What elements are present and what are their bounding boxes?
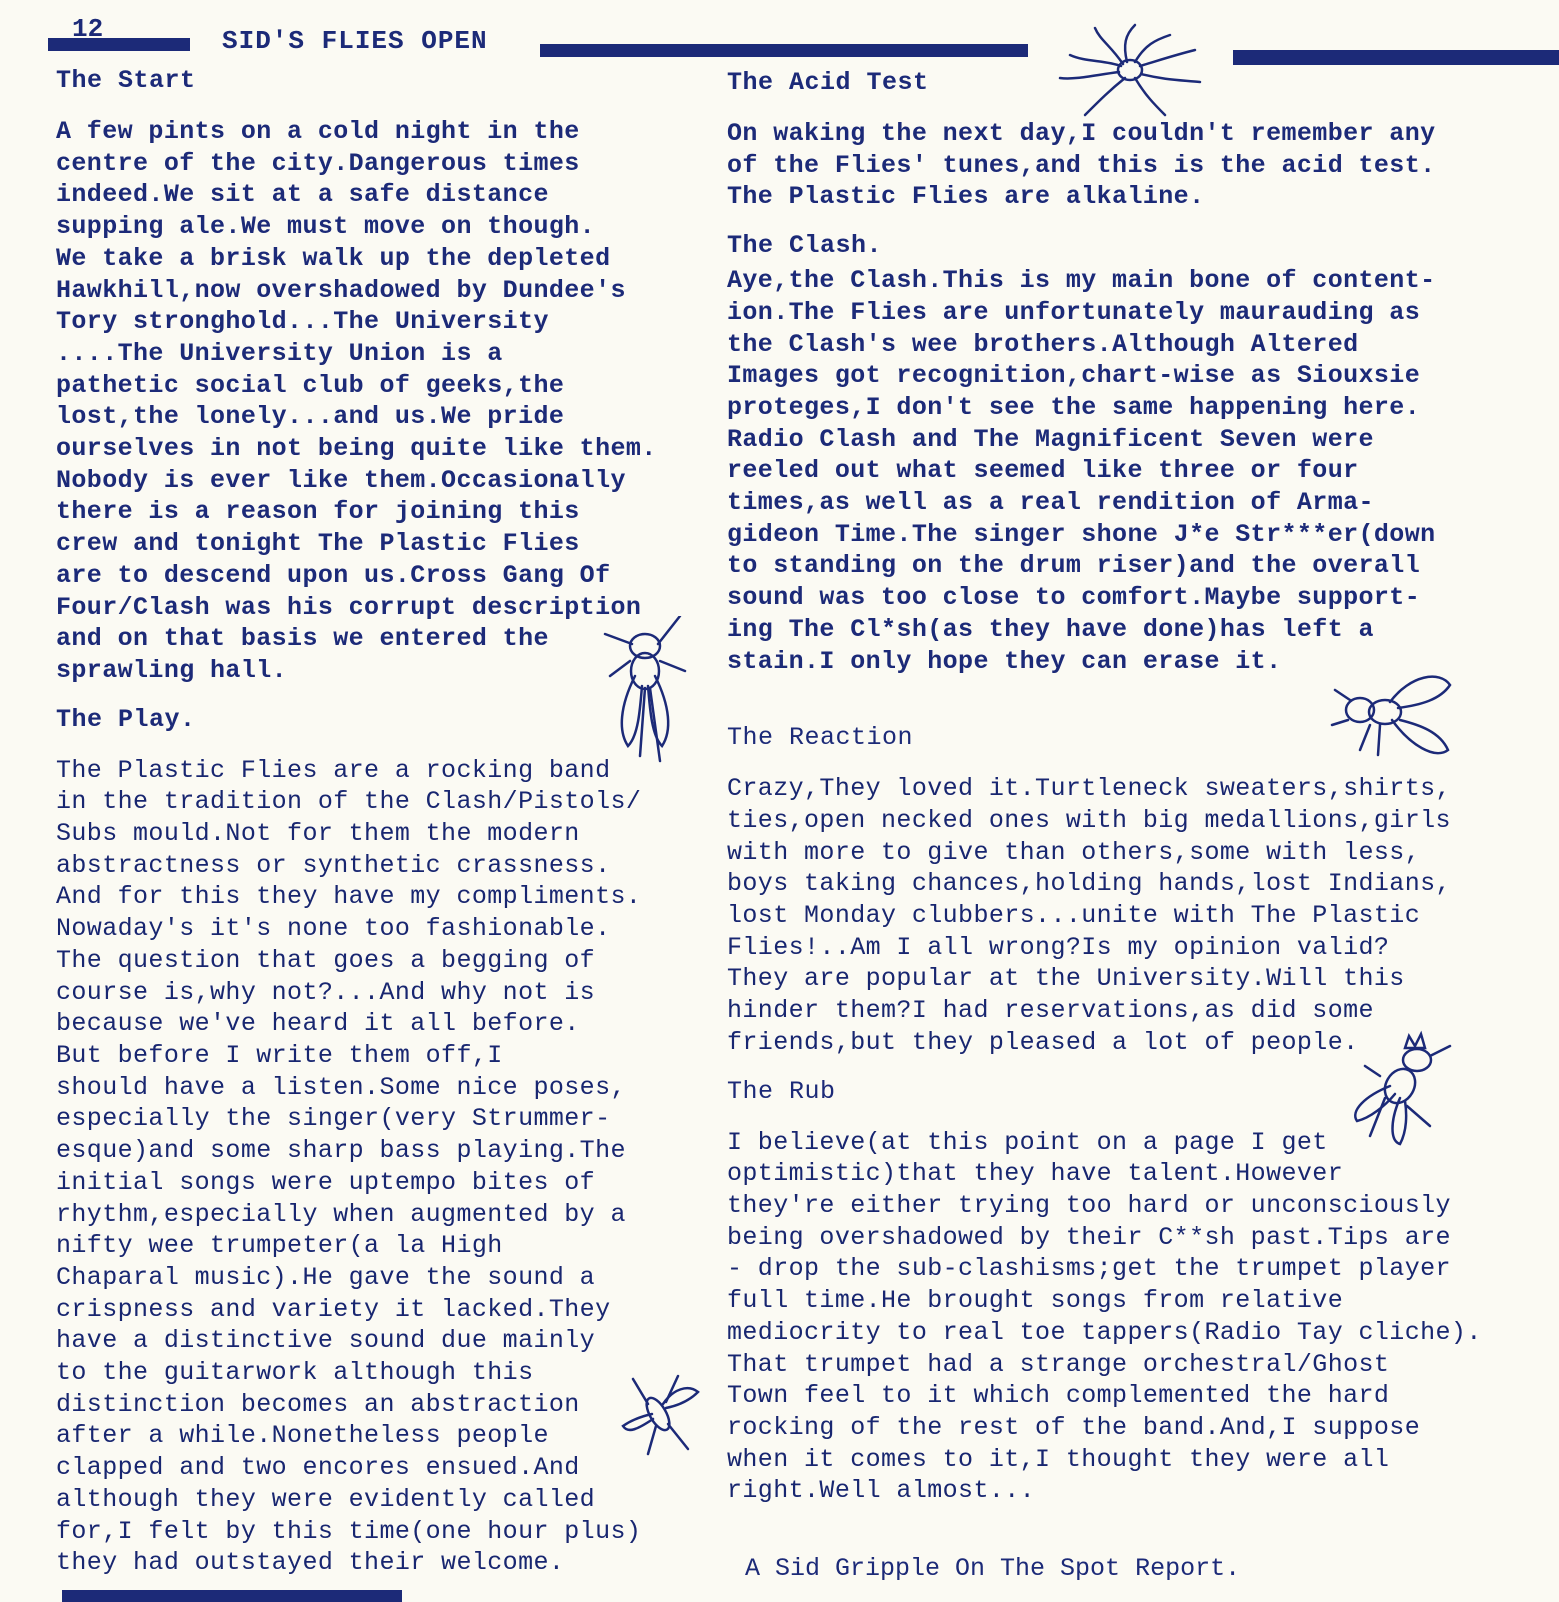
running-title: SID'S FLIES OPEN xyxy=(222,26,488,56)
header-rule-left xyxy=(48,38,190,51)
section-heading: The Rub xyxy=(727,1076,836,1106)
signoff: A Sid Gripple On The Spot Report. xyxy=(745,1554,1241,1583)
fly-icon xyxy=(1330,670,1460,765)
section-the-clash xyxy=(727,229,1527,677)
fly-icon xyxy=(600,616,695,766)
section-heading: The Reaction xyxy=(727,723,914,753)
section-the-start xyxy=(56,64,746,687)
section-heading: The Play. xyxy=(56,704,196,734)
section-the-reaction xyxy=(727,721,1527,1058)
section-heading: The Clash. xyxy=(727,231,883,261)
spider-icon xyxy=(1055,20,1205,120)
left-column xyxy=(56,64,746,1595)
page-number: 12 xyxy=(72,14,104,44)
section-body: Crazy,They loved it.Turtleneck sweaters,shirts, ties,open necked ones with big medallions,girls with more to give than others,some with less, boys taking chances,holding hands,lost Indians, lost Monday clubbers...unite with The Plastic Flies!..Am I all wrong?Is my opinion valid? They are popular at the University.Will this hinder them?I had reservations,as did some friends,but they pleased a lot of people. xyxy=(727,774,1451,1057)
header-rule-right xyxy=(1233,50,1559,65)
section-body: The Plastic Flies are a rocking band in the tradition of the Clash/Pistols/ Subs mould.Not for them the modern abstractness or synthetic crassness. And for this they have my compliments. Nowaday's it's none too fashionable. The question that goes a begging of course is,why not?...And why not is because we've heard it all before. But before I write them off,I should have a listen.Some nice poses, especially the singer(very Strummer- esque)and some sharp bass playing.The initial songs were uptempo bites of rhythm,especially when augmented by a nifty wee trumpeter(a la High Chaparal music).He gave the sound a crispness and variety it lacked.They have a distinctive sound due mainly to the guitarwork although this distinction becomes an abstraction after a while.Nonetheless people clapped and two encores ensued.And although they were evidently called for,I felt by this time(one hour plus) they had outstayed their welcome. xyxy=(56,755,642,1578)
section-body: Aye,the Clash.This is my main bone of content- ion.The Flies are unfortunately maurauding as the Clash's wee brothers.Although Altered Images got recognition,chart-wise as Siouxsie proteges,I don't see the same happening here. Radio Clash and The Magnificent Seven were reeled out what seemed like three or four times,as well as a real rendition of Arma- gideon Time.The singer shone J*e Str***er(down to standing on the drum riser)and the overall sound was too close to comfort.Maybe support- ing The Cl*sh(as they have done)has left a stain.I only hope they can erase it. xyxy=(727,266,1436,676)
section-heading: The Start xyxy=(56,66,196,95)
header-rule-middle xyxy=(540,44,1028,57)
section-body: A few pints on a cold night in the centre of the city.Dangerous times indeed.We sit at a safe distance supping ale.We must move on though. We take a brisk walk up the depleted Hawkhill,now overshadowed by Dundee's Tory stronghold...The University ....The University Union is a pathetic social club of geeks,the lost,the lonely...and us.We pride ourselves in not being quite like them. Nobody is ever like them.Occasionally there is a reason for joining this crew and tonight The Plastic Flies are to descend upon us.Cross Gang Of Four/Clash was his corrupt description and on that basis we entered the sprawling hall. xyxy=(56,117,657,685)
crowned-fly-icon xyxy=(1345,1026,1455,1156)
right-column xyxy=(727,66,1527,1523)
section-body: On waking the next day,I couldn't remember any of the Flies' tunes,and this is the acid test. The Plastic Flies are alkaline. xyxy=(727,119,1436,212)
section-body: I believe(at this point on a page I get optimistic)that they have talent.However they're either trying too hard or unconsciously being overshadowed by their C**sh past.Tips are - drop the sub-clashisms;get the trumpet player full time.He brought songs from relative mediocrity to real toe tappers(Radio Tay cliche). That trumpet had a strange orchestral/Ghost Town feel to it which complemented the hard rocking of the rest of the band.And,I suppose when it comes to it,I thought they were all right.Well almost... xyxy=(727,1127,1482,1506)
section-heading: The Acid Test xyxy=(727,68,929,97)
mosquito-icon xyxy=(618,1374,703,1459)
